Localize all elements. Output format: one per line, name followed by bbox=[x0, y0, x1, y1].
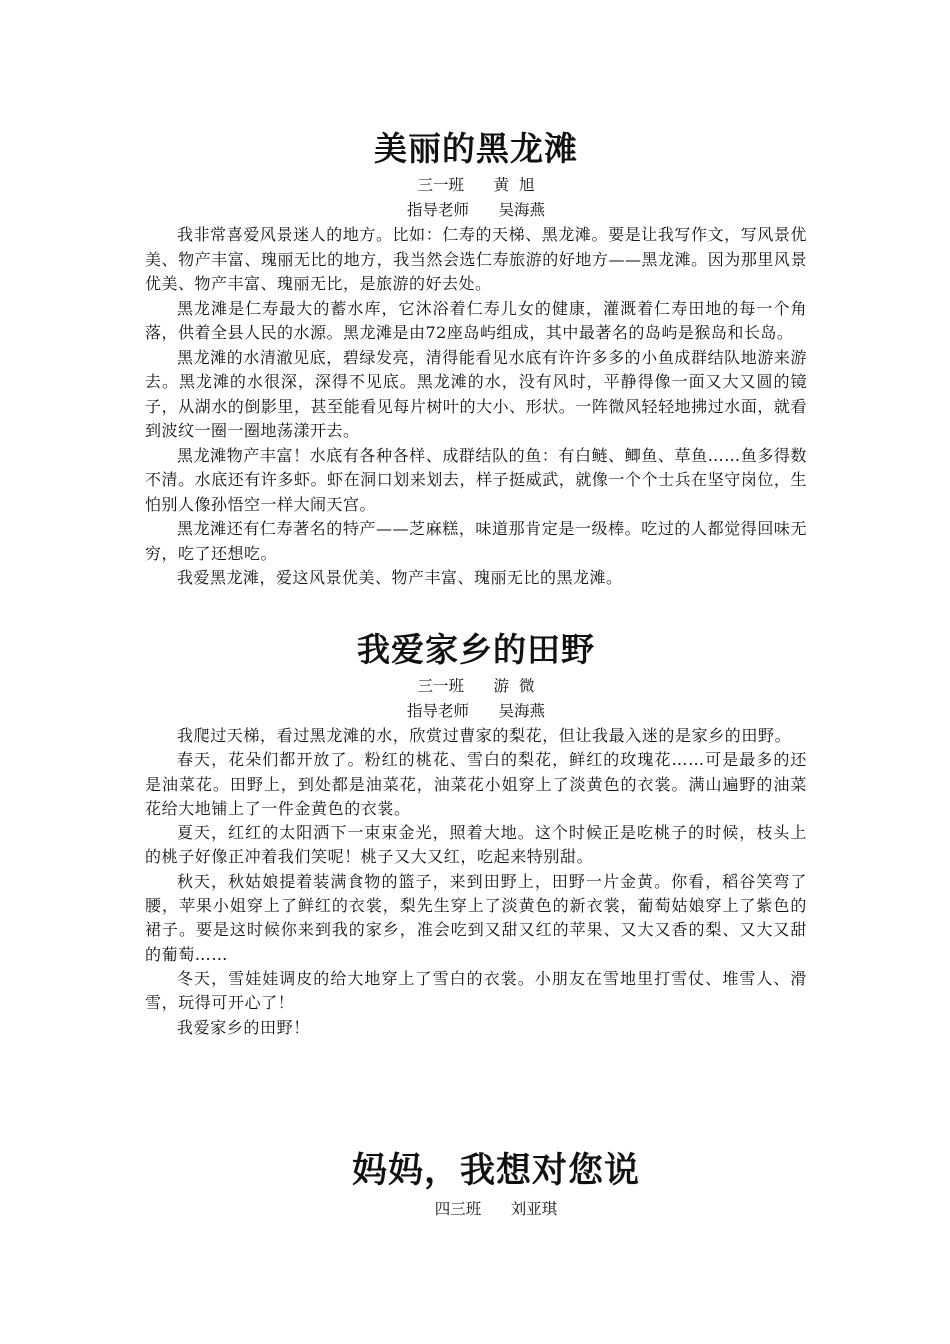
paragraph: 我爱黑龙滩，爱这风景优美、物产丰富、瑰丽无比的黑龙滩。 bbox=[177, 568, 623, 587]
essay-hometown-fields bbox=[145, 626, 807, 1040]
paragraph: 我非常喜爱风景迷人的地方。比如：仁寿的天梯、黑龙滩。要是让我写作文，写风景优美、物产丰富、瑰丽无比的地方，我当然会选仁寿旅游的好地方——黑龙滩。因为那里风景优美、物产丰富、瑰丽无比，是旅游的好去处。 bbox=[145, 225, 807, 293]
essay-mom-i-want-to-say bbox=[145, 1145, 807, 1222]
paragraph: 冬天，雪娃娃调皮的给大地穿上了雪白的衣裳。小朋友在雪地里打雪仗、堆雪人、滑雪，玩得可开心了！ bbox=[145, 968, 807, 1013]
author-line: 四三班 刘亚琪 bbox=[434, 1200, 558, 1218]
essay-title: 美丽的黑龙滩 bbox=[374, 129, 578, 168]
paragraph: 我爱家乡的田野！ bbox=[177, 1017, 310, 1037]
paragraph: 春天，花朵们都开放了。粉红的桃花、雪白的梨花，鲜红的玫瑰花……可是最多的还是油菜花。田野上，到处都是油菜花，油菜花小姐穿上了淡黄色的衣裳。满山遍野的油菜花给大地铺上了一件金黄色的衣裳。 bbox=[145, 750, 807, 818]
author-line: 三一班 黄 旭 bbox=[417, 176, 535, 194]
paragraph: 黑龙滩物产丰富！水底有各种各样、成群结队的鱼：有白鲢、鲫鱼、草鱼……鱼多得数不清。水底还有许多虾。虾在洞口划来划去，样子挺威武，就像一个个士兵在坚守岗位，生怕别人像孙悟空一样大闹天宫。 bbox=[145, 445, 807, 514]
essay-title: 我爱家乡的田野 bbox=[357, 630, 595, 669]
document-page bbox=[145, 0, 807, 1344]
teacher-line: 指导老师 吴海燕 bbox=[406, 201, 546, 219]
author-line: 三一班 游 微 bbox=[417, 677, 535, 695]
paragraph: 秋天，秋姑娘提着装满食物的篮子，来到田野上，田野一片金黄。你看，稻谷笑弯了腰，苹果小姐穿上了鲜红的衣裳，梨先生穿上了淡黄色的新衣裳，葡萄姑娘穿上了紫色的裙子。要是这时候你来到我的家乡，准会吃到又甜又红的苹果、又大又香的梨、又大又甜的葡萄…… bbox=[145, 871, 807, 964]
essay-title: 妈妈，我想对您说 bbox=[351, 1151, 640, 1191]
essay-black-dragon-beach bbox=[145, 125, 807, 591]
paragraph: 夏天，红红的太阳洒下一束束金光，照着大地。这个时候正是吃桃子的时候，枝头上的桃子好像正冲着我们笑呢！桃子又大又红，吃起来特别甜。 bbox=[145, 823, 807, 867]
paragraph: 黑龙滩的水清澈见底，碧绿发亮，清得能看见水底有许许多多的小鱼成群结队地游来游去。黑龙滩的水很深，深得不见底。黑龙滩的水，没有风时，平静得像一面又大又圆的镜子，从湖水的倒影里，甚至能看见每片树叶的大小、形状。一阵微风轻轻地拂过水面，就看到波纹一圈一圈地荡漾开去。 bbox=[145, 347, 807, 440]
paragraph: 黑龙滩还有仁寿著名的特产——芝麻糕，味道那肯定是一级棒。吃过的人都觉得回味无穷，吃了还想吃。 bbox=[145, 519, 807, 563]
paragraph: 我爬过天梯，看过黑龙滩的水，欣赏过曹家的梨花，但让我最入迷的是家乡的田野。 bbox=[177, 726, 792, 745]
paragraph: 黑龙滩是仁寿最大的蓄水库，它沐浴着仁寿儿女的健康，灌溉着仁寿田地的每一个角落，供着全县人民的水源。黑龙滩是由72座岛屿组成，其中最著名的岛屿是猴岛和长岛。 bbox=[145, 298, 807, 342]
teacher-line: 指导老师 吴海燕 bbox=[406, 702, 546, 720]
